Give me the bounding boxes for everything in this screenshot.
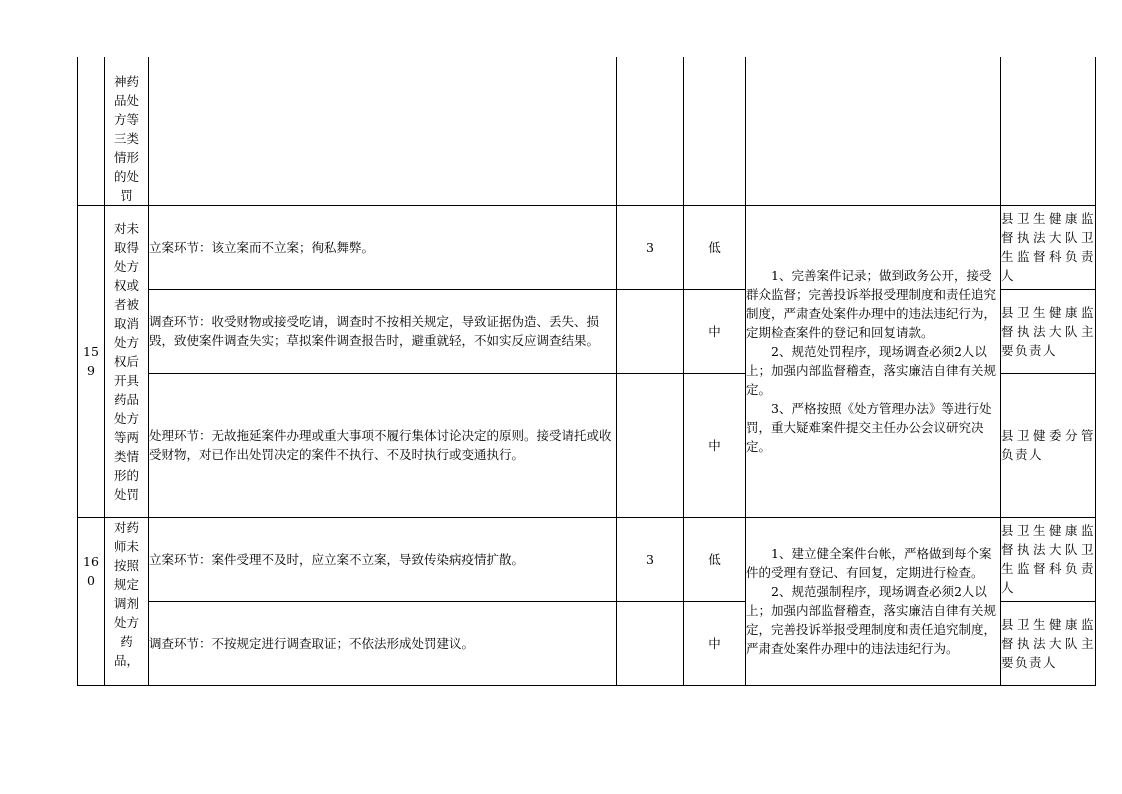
prevention-measures-160: 1、建立健全案件台帐，严格做到每个案件的受理有登记、有回复，定期进行检查。 2、规范强制程序，现场调查必须2人以上；加强内部监督稽查，落实廉洁自律有关规定，完善投诉举报受理制度和责任追究制度，严肃查处案件办理中的违法违纪行为。 [746,517,1001,685]
risk-level-159-investigation: 中 [684,289,746,373]
item-name-160: 对药 师未 按照 规定 调剂 处方 药 品， [105,517,149,685]
risk-link-159-investigation: 调查环节：收受财物或接受吃请，调查时不按相关规定，导致证据伪造、丢失、损毁，致使案件调查失实；草拟案件调查报告时，避重就轻，不如实反应调查结果。 [149,289,617,373]
row-number-cell [78,57,105,205]
table-row-160-a [78,517,1096,601]
risk-number-cell [617,57,684,205]
risk-number-159-c [617,373,684,517]
risk-level-159-filing: 低 [684,205,746,289]
risk-level-160-investigation: 中 [684,601,746,685]
row-number-159: 15 9 [78,205,105,517]
risk-number-159: 3 [617,205,684,289]
table-row-continued [78,57,1096,205]
table-row-159-a [78,205,1096,289]
risk-number-160: 3 [617,517,684,601]
responsible-person-160-filing: 县卫生健康监督执法大队卫生监督科负责人 [1001,517,1096,601]
risk-number-160-b [617,601,684,685]
prevention-measures-159: 1、完善案件记录；做到政务公开，接受群众监督；完善投诉举报受理制度和责任追究制度，严肃查处案件办理中的违法违纪行为，定期检查案件的登记和回复请款。 2、规范处罚程序，现场调查必须2人以上；加强内部监督稽查，落实廉洁自律有关规定。 3、严格按照《处方管理办法》等进行处罚，重大疑难案件提交主任办公会议研究决定。 [746,205,1001,517]
responsible-person-159-handling: 县卫健委分管负责人 [1001,373,1096,517]
item-name-159: 对未 取得 处方 权或 者被 取消 处方 权后 开具 药品 处方 等两 类情 形的 处罚 [105,205,149,517]
risk-number-159-b [617,289,684,373]
item-name-cell: 神药 品处 方等 三类 情形 的处 罚 [105,57,149,205]
risk-link-159-handling: 处理环节：无故拖延案件办理或重大事项不履行集体讨论决定的原则。接受请托或收受财物，对已作出处罚决定的案件不执行、不及时执行或变通执行。 [149,373,617,517]
risk-table [77,57,1096,686]
risk-level-cell [684,57,746,205]
responsible-person-cell [1001,57,1096,205]
risk-link-160-investigation: 调查环节：不按规定进行调查取证；不依法形成处罚建议。 [149,601,617,685]
responsible-person-160-investigation: 县卫生健康监督执法大队主要负责人 [1001,601,1096,685]
row-number-160: 16 0 [78,517,105,685]
responsible-person-159-filing: 县卫生健康监督执法大队卫生监督科负责人 [1001,205,1096,289]
risk-link-160-filing: 立案环节：案件受理不及时，应立案不立案，导致传染病疫情扩散。 [149,517,617,601]
risk-level-160-filing: 低 [684,517,746,601]
responsible-person-159-investigation: 县卫生健康监督执法大队主要负责人 [1001,289,1096,373]
risk-link-159-filing: 立案环节：该立案而不立案；徇私舞弊。 [149,205,617,289]
risk-link-cell [149,57,617,205]
prevention-measures-cell [746,57,1001,205]
risk-level-159-handling: 中 [684,373,746,517]
